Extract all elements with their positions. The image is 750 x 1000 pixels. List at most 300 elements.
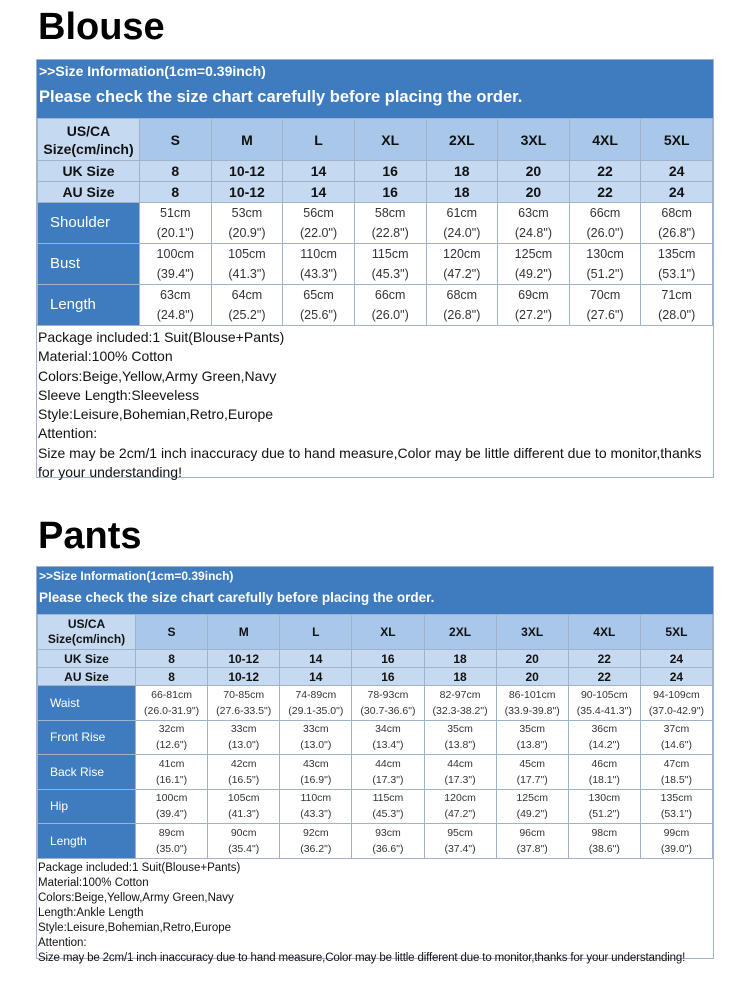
measure-cm: 34cm: [375, 723, 401, 736]
measure-cell: [498, 244, 570, 285]
measure-cell: [140, 244, 212, 285]
measure-cm: 69cm: [518, 288, 549, 302]
measure-inch: (24.8"): [514, 226, 552, 240]
measure-cell: [426, 244, 498, 285]
measure-cell: [641, 203, 713, 244]
measure-cell: [211, 285, 283, 326]
measure-cm: 70cm: [589, 288, 621, 302]
measure-inch: (35.4"): [228, 842, 260, 855]
measure-cm: 46cm: [591, 757, 618, 770]
measure-label: Front Rise: [38, 720, 136, 755]
measure-inch: (26.8"): [658, 226, 696, 240]
measure-cell: [424, 824, 496, 859]
measure-cell: [352, 686, 424, 721]
blouse-size-info-label: >>Size Information(1cm=0.39inch): [39, 63, 266, 79]
measure-inch: (39.0"): [660, 842, 693, 855]
measure-cm: 43cm: [302, 757, 329, 770]
measure-cm: 74-89cm: [295, 688, 337, 701]
measure-label: Hip: [38, 789, 136, 824]
size-2xl: 2XL: [424, 615, 496, 650]
measure-inch: (20.1"): [156, 226, 194, 240]
measure-cm: 90cm: [230, 826, 257, 839]
measure-inch: (33.9-39.8"): [504, 704, 560, 717]
measure-inch: (13.8"): [444, 739, 476, 752]
pants-measure-row: [38, 789, 713, 824]
measure-cell: [640, 755, 712, 790]
measure-cm: 92cm: [302, 826, 329, 839]
pants-au-size-row: [38, 668, 713, 686]
blouse-title: Blouse: [38, 6, 165, 48]
measure-cell: [640, 789, 712, 824]
measure-cm: 120cm: [443, 247, 481, 261]
measure-cm: 68cm: [661, 206, 692, 220]
measure-cm: 94-109cm: [653, 688, 700, 701]
measure-inch: (53.1"): [658, 267, 696, 281]
measure-inch: (12.6"): [155, 739, 188, 752]
measure-cell: [136, 824, 208, 859]
measure-cell: [211, 244, 283, 285]
au-size-cell: 10-12: [211, 182, 283, 203]
measure-cm: 93cm: [375, 826, 401, 839]
us-size-header-cell: [38, 615, 136, 650]
measure-cell: [283, 244, 355, 285]
note-line: Style:Leisure,Bohemian,Retro,Europe: [38, 406, 274, 423]
measure-inch: (18.5"): [660, 773, 693, 786]
measure-cell: [352, 789, 424, 824]
size-4xl: 4XL: [569, 119, 641, 161]
measure-cm: 53cm: [231, 206, 263, 220]
measure-cell: [496, 720, 568, 755]
note-line: Sleeve Length:Sleeveless: [38, 386, 200, 403]
measure-cm: 51cm: [160, 206, 191, 220]
measure-cell: [354, 203, 426, 244]
measure-inch: (51.2"): [588, 808, 620, 821]
measure-cm: 98cm: [591, 826, 618, 839]
pants-size-chart: [36, 566, 714, 964]
note-line: Package included:1 Suit(Blouse+Pants): [38, 861, 241, 874]
measure-cell: [211, 203, 283, 244]
au-size-cell: 24: [640, 668, 712, 686]
size-s: S: [136, 615, 208, 650]
measure-cell: [208, 789, 280, 824]
measure-cell: [352, 824, 424, 859]
note-line: Material:100% Cotton: [38, 876, 149, 889]
measure-inch: (24.0"): [443, 226, 481, 240]
uk-size-cell: 16: [354, 161, 426, 182]
size-2xl: 2XL: [426, 119, 498, 161]
size-m: M: [208, 615, 280, 650]
measure-cell: [354, 244, 426, 285]
measure-cell: [641, 285, 713, 326]
measure-cm: 105cm: [227, 792, 260, 805]
note-line: Material:100% Cotton: [38, 348, 173, 365]
measure-label: Bust: [38, 244, 140, 285]
measure-cm: 86-101cm: [508, 688, 556, 701]
measure-inch: (13.4"): [372, 739, 404, 752]
measure-cell: [136, 789, 208, 824]
measure-inch: (49.2"): [516, 808, 548, 821]
measure-cm: 33cm: [230, 723, 257, 736]
uk-size-cell: 14: [283, 161, 355, 182]
measure-cell: [424, 686, 496, 721]
measure-inch: (35.4-41.3"): [576, 704, 632, 717]
measure-inch: (37.8"): [516, 842, 548, 855]
measure-cell: [640, 686, 712, 721]
measure-cell: [569, 285, 641, 326]
measure-cm: 32cm: [158, 723, 185, 736]
measure-inch: (43.3"): [300, 808, 332, 821]
measure-inch: (13.0"): [300, 739, 332, 752]
au-size-cell: 8: [136, 668, 208, 686]
measure-cm: 135cm: [660, 792, 693, 805]
measure-inch: (25.2"): [228, 308, 266, 322]
measure-inch: (27.2"): [514, 308, 552, 322]
measure-cm: 100cm: [155, 792, 188, 805]
blouse-notes: [37, 326, 713, 482]
blouse-chart-header: [37, 60, 713, 118]
uk-size-cell: 22: [568, 650, 640, 668]
uk-size-cell: 24: [641, 161, 713, 182]
measure-cell: [568, 720, 640, 755]
measure-cell: [136, 686, 208, 721]
au-size-cell: 20: [496, 668, 568, 686]
measure-inch: (20.9"): [228, 226, 266, 240]
measure-inch: (45.3"): [371, 267, 409, 281]
measure-inch: (36.2"): [300, 842, 332, 855]
measure-cm: 78-93cm: [367, 688, 409, 701]
measure-cell: [426, 285, 498, 326]
note-line: Length:Ankle Length: [38, 906, 144, 919]
blouse-au-size-row: [38, 182, 713, 203]
measure-cm: 95cm: [447, 826, 473, 839]
measure-cell: [640, 720, 712, 755]
measure-inch: (27.6-33.5"): [216, 704, 272, 717]
measure-cm: 66cm: [589, 206, 621, 220]
measure-cell: [140, 203, 212, 244]
measure-cm: 66cm: [374, 288, 406, 302]
measure-cm: 100cm: [156, 247, 195, 261]
measure-cell: [352, 720, 424, 755]
measure-inch: (38.6"): [588, 842, 620, 855]
measure-cm: 115cm: [371, 247, 409, 261]
measure-cm: 125cm: [514, 247, 553, 261]
au-size-label: AU Size: [38, 182, 140, 203]
measure-cm: 61cm: [446, 206, 478, 220]
measure-cell: [280, 686, 352, 721]
au-size-cell: 14: [283, 182, 355, 203]
measure-inch: (41.3"): [228, 808, 260, 821]
measure-cm: 90-105cm: [580, 688, 628, 701]
blouse-uk-size-row: [38, 161, 713, 182]
uk-size-label: UK Size: [38, 161, 140, 182]
au-size-cell: 18: [424, 668, 496, 686]
measure-cell: [208, 824, 280, 859]
size-5xl: 5XL: [640, 615, 712, 650]
measure-cell: [208, 686, 280, 721]
measure-cell: [569, 203, 641, 244]
au-size-cell: 8: [140, 182, 212, 203]
measure-inch: (25.6"): [300, 308, 338, 322]
measure-inch: (37.0-42.9"): [648, 704, 704, 717]
measure-cell: [568, 789, 640, 824]
size-4xl: 4XL: [568, 615, 640, 650]
size-5xl: 5XL: [641, 119, 713, 161]
measure-cm: 65cm: [303, 288, 334, 302]
measure-cm: 63cm: [518, 206, 549, 220]
measure-cm: 96cm: [519, 826, 546, 839]
measure-inch: (16.5"): [228, 773, 260, 786]
measure-cell: [498, 285, 570, 326]
au-size-cell: 20: [498, 182, 570, 203]
pants-size-table: [37, 614, 713, 859]
uk-size-cell: 20: [498, 161, 570, 182]
measure-cell: [640, 824, 712, 859]
measure-inch: (13.8"): [516, 739, 548, 752]
measure-inch: (32.3-38.2"): [432, 704, 488, 717]
measure-cell: [496, 789, 568, 824]
uk-size-cell: 8: [136, 650, 208, 668]
measure-label: Shoulder: [38, 203, 140, 244]
measure-label: Back Rise: [38, 755, 136, 790]
measure-cm: 44cm: [375, 757, 401, 770]
measure-inch: (26.0"): [371, 308, 409, 322]
measure-cell: [280, 824, 352, 859]
blouse-measure-row: [38, 203, 713, 244]
measure-cell: [140, 285, 212, 326]
measure-cm: 33cm: [302, 723, 329, 736]
note-line: Attention:: [38, 425, 98, 442]
us-ca-label: US/CA: [67, 617, 106, 631]
measure-cm: 110cm: [300, 247, 337, 261]
uk-size-cell: 24: [640, 650, 712, 668]
measure-cell: [280, 755, 352, 790]
measure-cell: [568, 824, 640, 859]
measure-cm: 63cm: [160, 288, 191, 302]
measure-inch: (14.6"): [660, 739, 693, 752]
measure-cell: [352, 755, 424, 790]
pants-title: Pants: [38, 515, 142, 557]
measure-cell: [426, 203, 498, 244]
measure-inch: (36.6"): [372, 842, 404, 855]
au-size-cell: 22: [568, 668, 640, 686]
measure-cm: 130cm: [588, 792, 621, 805]
pants-uk-size-row: [38, 650, 713, 668]
measure-cm: 41cm: [158, 757, 185, 770]
measure-inch: (16.9"): [300, 773, 332, 786]
measure-inch: (47.2"): [444, 808, 476, 821]
measure-cm: 130cm: [586, 247, 624, 261]
measure-cm: 35cm: [447, 723, 473, 736]
au-size-cell: 22: [569, 182, 641, 203]
pants-check-notice: Please check the size chart carefully before placing the order.: [39, 590, 435, 605]
measure-cell: [283, 285, 355, 326]
note-line: Colors:Beige,Yellow,Army Green,Navy: [38, 891, 234, 904]
measure-cm: 115cm: [372, 792, 404, 805]
measure-cell: [354, 285, 426, 326]
pants-measure-row: [38, 824, 713, 859]
measure-inch: (43.3"): [300, 267, 338, 281]
measure-inch: (13.0"): [228, 739, 260, 752]
measure-cm: 66-81cm: [151, 688, 192, 701]
measure-inch: (35.0"): [155, 842, 188, 855]
measure-cell: [424, 755, 496, 790]
size-3xl: 3XL: [496, 615, 568, 650]
uk-size-cell: 16: [352, 650, 424, 668]
measure-inch: (26.8"): [443, 308, 481, 322]
measure-cm: 68cm: [446, 288, 478, 302]
au-size-cell: 24: [641, 182, 713, 203]
measure-inch: (26.0"): [586, 226, 624, 240]
uk-size-cell: 14: [280, 650, 352, 668]
pants-measure-row: [38, 686, 713, 721]
measure-cm: 64cm: [231, 288, 263, 302]
size-l: L: [280, 615, 352, 650]
measure-cm: 56cm: [303, 206, 334, 220]
size-xl: XL: [354, 119, 426, 161]
size-unit-label: Size(cm/inch): [43, 140, 134, 157]
measure-inch: (30.7-36.6"): [360, 704, 416, 717]
measure-inch: (22.8"): [371, 226, 409, 240]
pants-notes: [37, 859, 713, 966]
measure-inch: (37.4"): [444, 842, 476, 855]
measure-inch: (17.3"): [372, 773, 404, 786]
measure-cell: [208, 755, 280, 790]
measure-cm: 71cm: [661, 288, 692, 302]
measure-cell: [208, 720, 280, 755]
pants-chart-header: [37, 567, 713, 614]
measure-cell: [136, 755, 208, 790]
size-m: M: [211, 119, 283, 161]
measure-cm: 82-97cm: [439, 688, 481, 701]
au-size-cell: 10-12: [208, 668, 280, 686]
measure-cm: 120cm: [444, 792, 476, 805]
us-ca-label: US/CA: [66, 122, 111, 139]
measure-inch: (49.2"): [514, 267, 552, 281]
measure-cell: [280, 789, 352, 824]
measure-cell: [283, 203, 355, 244]
pants-us-size-row: [38, 615, 713, 650]
measure-inch: (51.2"): [586, 267, 624, 281]
size-s: S: [140, 119, 212, 161]
au-size-label: AU Size: [38, 668, 136, 686]
measure-cm: 70-85cm: [223, 688, 265, 701]
measure-cell: [424, 789, 496, 824]
au-size-cell: 16: [352, 668, 424, 686]
measure-cell: [280, 720, 352, 755]
measure-inch: (39.4"): [155, 808, 188, 821]
pants-measure-row: [38, 720, 713, 755]
size-3xl: 3XL: [498, 119, 570, 161]
measure-cell: [641, 244, 713, 285]
measure-inch: (24.8"): [156, 308, 194, 322]
measure-cm: 44cm: [447, 757, 473, 770]
measure-label: Length: [38, 285, 140, 326]
measure-cm: 105cm: [228, 247, 266, 261]
measure-cm: 35cm: [519, 723, 546, 736]
note-line: Colors:Beige,Yellow,Army Green,Navy: [38, 367, 277, 384]
measure-cm: 36cm: [591, 723, 618, 736]
measure-inch: (26.0-31.9"): [144, 704, 200, 717]
measure-inch: (29.1-35.0"): [288, 704, 344, 717]
measure-cm: 47cm: [663, 757, 690, 770]
measure-cell: [568, 686, 640, 721]
measure-cell: [424, 720, 496, 755]
measure-cm: 45cm: [519, 757, 546, 770]
uk-size-label: UK Size: [38, 650, 136, 668]
measure-inch: (18.1"): [588, 773, 620, 786]
note-line: Style:Leisure,Bohemian,Retro,Europe: [38, 921, 232, 934]
blouse-size-chart: [36, 59, 714, 481]
measure-cm: 58cm: [374, 206, 406, 220]
measure-cm: 110cm: [300, 792, 332, 805]
measure-cell: [496, 755, 568, 790]
measure-inch: (41.3"): [228, 267, 266, 281]
measure-inch: (47.2"): [443, 267, 481, 281]
uk-size-cell: 20: [496, 650, 568, 668]
measure-cm: 37cm: [663, 723, 690, 736]
au-size-cell: 18: [426, 182, 498, 203]
size-xl: XL: [352, 615, 424, 650]
measure-inch: (39.4"): [156, 267, 194, 281]
measure-cm: 89cm: [158, 826, 185, 839]
uk-size-cell: 8: [140, 161, 212, 182]
pants-size-info-label: >>Size Information(1cm=0.39inch): [39, 569, 234, 583]
au-size-cell: 14: [280, 668, 352, 686]
measure-cell: [498, 203, 570, 244]
us-size-header-cell: [38, 119, 140, 161]
measure-inch: (28.0"): [658, 308, 696, 322]
uk-size-cell: 10-12: [208, 650, 280, 668]
pants-measure-row: [38, 755, 713, 790]
uk-size-cell: 10-12: [211, 161, 283, 182]
measure-inch: (16.1"): [155, 773, 188, 786]
size-unit-label: Size(cm/inch): [47, 632, 126, 646]
note-line: Attention:: [38, 936, 87, 949]
measure-cm: 125cm: [516, 792, 548, 805]
blouse-check-notice: Please check the size chart carefully before placing the order.: [39, 88, 523, 106]
blouse-size-table: [37, 118, 713, 326]
measure-inch: (45.3"): [372, 808, 404, 821]
measure-label: Length: [38, 824, 136, 859]
measure-cell: [496, 686, 568, 721]
blouse-measure-row: [38, 285, 713, 326]
note-line: Size may be 2cm/1 inch inaccuracy due to hand measure,Color may be little different due to monitor,thanks for your understanding!: [38, 951, 686, 964]
blouse-measure-row: [38, 244, 713, 285]
au-size-cell: 16: [354, 182, 426, 203]
measure-label: Waist: [38, 686, 136, 721]
note-line: Package included:1 Suit(Blouse+Pants): [38, 329, 285, 345]
uk-size-cell: 22: [569, 161, 641, 182]
measure-cm: 99cm: [663, 826, 690, 839]
measure-cm: 135cm: [657, 247, 696, 261]
uk-size-cell: 18: [424, 650, 496, 668]
measure-cell: [569, 244, 641, 285]
note-line: Size may be 2cm/1 inch inaccuracy due to hand measure,Color may be little different due to monitor,thanks for your understanding!: [38, 444, 702, 481]
size-l: L: [283, 119, 355, 161]
measure-inch: (53.1"): [660, 808, 693, 821]
measure-cell: [568, 755, 640, 790]
measure-inch: (17.3"): [444, 773, 476, 786]
measure-cell: [496, 824, 568, 859]
measure-inch: (17.7"): [516, 773, 548, 786]
blouse-us-size-row: [38, 119, 713, 161]
measure-inch: (27.6"): [586, 308, 624, 322]
measure-cm: 42cm: [230, 757, 257, 770]
measure-cell: [136, 720, 208, 755]
measure-inch: (14.2"): [588, 739, 620, 752]
measure-inch: (22.0"): [300, 226, 338, 240]
uk-size-cell: 18: [426, 161, 498, 182]
